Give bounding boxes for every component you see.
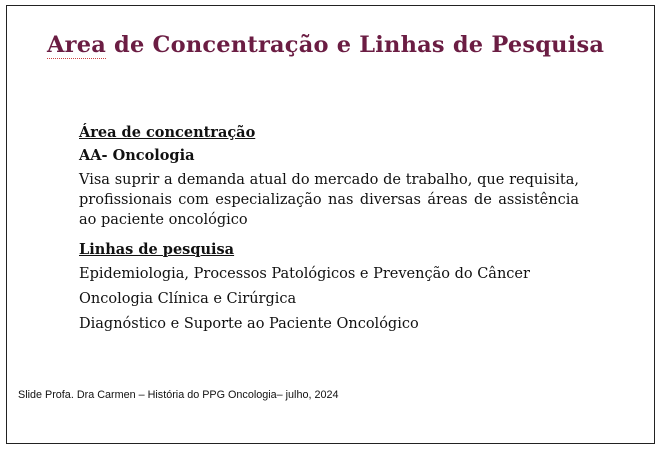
research-line: Diagnóstico e Suporte ao Paciente Oncológico: [79, 316, 419, 332]
concentration-label: [79, 147, 579, 165]
concentration-label-name: - Oncologia: [101, 147, 195, 164]
slide-footer: Slide Profa. Dra Carmen – História do PPG Oncologia– julho, 2024: [18, 389, 339, 401]
research-line: Oncologia Clínica e Cirúrgica: [79, 291, 297, 307]
research-line: Epidemiologia, Processos Patológicos e Prevenção do Câncer: [79, 266, 530, 282]
concentration-heading: Área de concentração: [79, 124, 256, 141]
slide-content: [79, 124, 579, 334]
title-first-word: Area: [47, 32, 107, 58]
concentration-label-code: AA: [79, 147, 102, 164]
research-heading: Linhas de pesquisa: [79, 241, 235, 258]
slide: [6, 5, 655, 444]
title-rest: de Concentração e Linhas de Pesquisa: [106, 32, 605, 58]
slide-title: [47, 32, 604, 58]
concentration-description: Visa suprir a demanda atual do mercado de trabalho, que requisita, profissionais com especialização nas diversas áreas de assistência ao paciente oncológico: [79, 172, 579, 228]
